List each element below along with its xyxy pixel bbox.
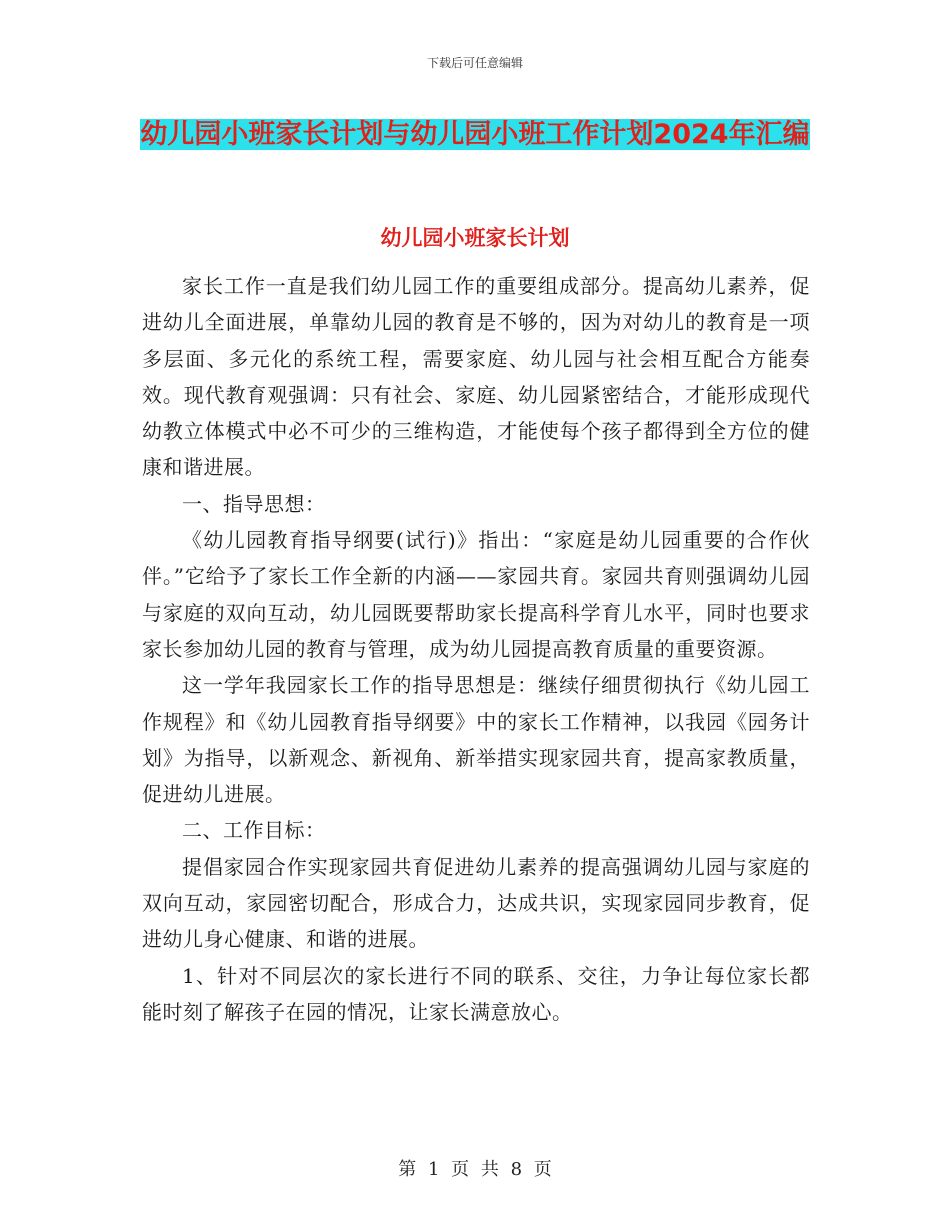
- header-note: 下载后可任意编辑: [426, 56, 523, 70]
- document-body: [142, 268, 810, 1030]
- paragraph-goals: 提倡家园合作实现家园共育促进幼儿素养的提高强调幼儿园与家庭的双向互动，家园密切配合，形成合力，达成共识，实现家园同步教育，促进幼儿身心健康、和谐的进展。: [142, 854, 810, 952]
- title-highlight: 幼儿园小班家长计划与幼儿园小班工作计划2024年汇编: [140, 119, 810, 150]
- heading-guiding-thought: 一、指导思想：: [182, 491, 326, 516]
- section-title: 幼儿园小班家长计划: [380, 226, 570, 250]
- paragraph-item-1: 1、针对不同层次的家长进行不同的联系、交往，力争让每位家长都能时刻了解孩子在园的情况，让家长满意放心。: [142, 963, 810, 1024]
- page-footer: 第 1 页 共 8 页: [398, 1159, 552, 1180]
- paragraph-guiding-principle: 这一学年我园家长工作的指导思想是：继续仔细贯彻执行《幼儿园工作规程》和《幼儿园教育指导纲要》中的家长工作精神，以我园《园务计划》为指导，以新观念、新视角、新举措实现家园共育，提高家教质量，促进幼儿进展。: [142, 673, 810, 807]
- heading-work-goals: 二、工作目标：: [182, 818, 326, 843]
- paragraph-guideline: 《幼儿园教育指导纲要(试行)》指出：“家庭是幼儿园重要的合作伙伴。”它给予了家长工作全新的内涵——家园共育。家园共育则强调幼儿园与家庭的双向互动，幼儿园既要帮助家长提高科学育儿水平，同时也要求家长参加幼儿园的教育与管理，成为幼儿园提高教育质量的重要资源。: [142, 528, 810, 661]
- paragraph-intro: 家长工作一直是我们幼儿园工作的重要组成部分。提高幼儿素养，促进幼儿全面进展，单靠幼儿园的教育是不够的，因为对幼儿的教育是一项多层面、多元化的系统工程，需要家庭、幼儿园与社会相互配合方能奏效。现代教育观强调：只有社会、家庭、幼儿园紧密结合，才能形成现代幼教立体模式中必不可少的三维构造，才能使每个孩子都得到全方位的健康和谐进展。: [142, 274, 810, 480]
- document-title: [140, 112, 810, 157]
